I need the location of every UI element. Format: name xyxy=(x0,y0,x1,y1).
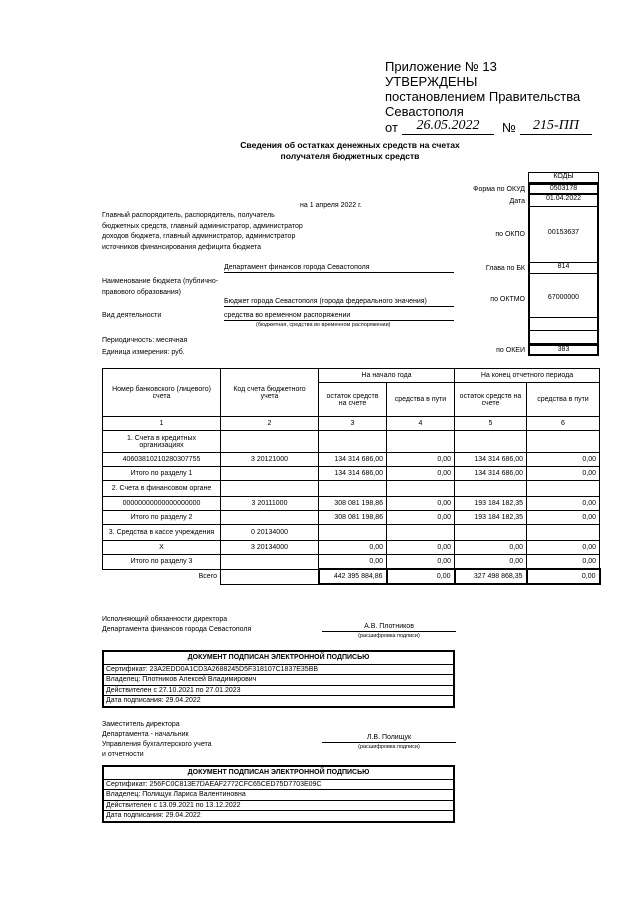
bk-label: Глава по БК xyxy=(485,265,525,272)
col-num-1: 1 xyxy=(103,417,221,431)
table-row xyxy=(103,541,600,555)
balances-table xyxy=(102,368,601,585)
row-balance-end: 0,00 xyxy=(455,555,527,570)
approval-number: 215-ПП xyxy=(520,118,592,135)
periodicity-code xyxy=(528,331,599,344)
group-start: На начало года xyxy=(319,369,455,383)
col-transit-end: средства в пути xyxy=(527,383,600,417)
activity-value: средства во временном распоряжении xyxy=(224,311,454,321)
col-balance-end: остаток средств на счете xyxy=(455,383,527,417)
group-end: На конец отчетного периода xyxy=(455,369,600,383)
row-label: 00000000000000000000 xyxy=(103,497,221,511)
bk-value: 814 xyxy=(528,263,599,274)
esig2-cert: Сертификат: 256FC0C813E7DAEAF2772CFC65CED75D7703E09C xyxy=(106,780,322,788)
row-budget-code xyxy=(221,555,319,570)
row-balance-end: 134 314 686,00 xyxy=(455,467,527,481)
col-num-4: 4 xyxy=(387,417,455,431)
row-budget-code: 3 20111000 xyxy=(221,497,319,511)
approval-line3: постановлением Правительства xyxy=(385,89,581,104)
grbs-label: Главный распорядитель, распорядитель, получатель бюджетных средств, главный администратор, администратор доходов бюджета, главный администратор, администратор источников финансирования дефицита бюджета xyxy=(102,212,303,251)
table-row xyxy=(103,511,600,525)
okei-label: по ОКЕИ xyxy=(496,347,525,354)
row-budget-code xyxy=(221,481,319,497)
row-transit-start: 0,00 xyxy=(387,467,455,481)
esig1-owner: Владелец: Плотников Алексей Владимирович xyxy=(104,674,453,685)
col-budget-code: Код счета бюджетного учета xyxy=(221,369,319,417)
col-num-5: 5 xyxy=(455,417,527,431)
row-balance-start xyxy=(319,525,387,541)
row-label: Итого по разделу 1 xyxy=(103,467,221,481)
table-row xyxy=(103,453,600,467)
row-budget-code: 3 20121000 xyxy=(221,453,319,467)
row-label: 40603810210280307755 xyxy=(103,453,221,467)
row-transit-end: 0,00 xyxy=(527,511,600,525)
signer1-role: Исполняющий обязанности директора Департамента финансов города Севастополя xyxy=(102,616,252,633)
row-budget-code xyxy=(221,467,319,481)
col-account: Номер банковского (лицевого) счета xyxy=(103,369,221,417)
signer2-role: Заместитель директора Департамента - начальник Управления бухгалтерского учета и отчетности xyxy=(102,721,212,758)
codes-header: КОДЫ xyxy=(528,172,599,183)
unit: Единица измерения: руб. xyxy=(102,349,185,356)
activity-code xyxy=(528,318,599,331)
approval-number-prefix: № xyxy=(502,120,516,135)
row-balance-start xyxy=(319,431,387,453)
row-label: 1. Счета в кредитных организациях xyxy=(103,431,221,453)
row-balance-start xyxy=(319,481,387,497)
row-budget-code xyxy=(221,431,319,453)
date-value: 01.04.2022 xyxy=(528,195,599,207)
esig2-valid: Действителен с 13.09.2021 по 13.12.2022 xyxy=(104,800,453,811)
row-transit-start: 0,00 xyxy=(387,569,455,584)
row-transit-start xyxy=(387,525,455,541)
row-label: Итого по разделу 2 xyxy=(103,511,221,525)
row-balance-end xyxy=(455,525,527,541)
row-balance-start: 308 081 198,86 xyxy=(319,497,387,511)
okud-label: Форма по ОКУД xyxy=(473,186,525,193)
row-balance-end: 0,00 xyxy=(455,541,527,555)
activity-hint: (бюджетная, средства во временном распоряжении) xyxy=(256,322,391,328)
row-transit-start xyxy=(387,481,455,497)
row-budget-code: 0 20134000 xyxy=(221,525,319,541)
approval-line2: УТВЕРЖДЕНЫ xyxy=(385,74,478,89)
form-title-line1: Сведения об остатках денежных средств на счетах xyxy=(240,140,460,150)
table-row xyxy=(103,555,600,570)
date-label: Дата xyxy=(509,198,525,205)
row-budget-code xyxy=(221,569,319,584)
table-row xyxy=(103,497,600,511)
row-balance-end: 193 184 182,35 xyxy=(455,497,527,511)
row-transit-start: 0,00 xyxy=(387,497,455,511)
approval-line1: Приложение № 13 xyxy=(385,59,497,74)
approval-date-prefix: от xyxy=(385,120,398,135)
esignature-box-1 xyxy=(102,650,455,708)
okpo-label: по ОКПО xyxy=(495,231,525,238)
row-transit-end: 0,00 xyxy=(527,569,600,584)
row-balance-end: 193 184 182,35 xyxy=(455,511,527,525)
row-transit-end xyxy=(527,525,600,541)
col-num-3: 3 xyxy=(319,417,387,431)
approval-line4: Севастополя xyxy=(385,104,464,119)
row-transit-end: 0,00 xyxy=(527,467,600,481)
esig2-owner: Владелец: Полищук Лариса Валентиновна xyxy=(104,789,453,800)
signer2-name: Л.В. Полищук xyxy=(322,733,456,743)
esig2-date: Дата подписания: 29.04.2022 xyxy=(104,810,453,821)
row-balance-start: 0,00 xyxy=(319,541,387,555)
col-num-2: 2 xyxy=(221,417,319,431)
row-transit-end: 0,00 xyxy=(527,541,600,555)
row-transit-end: 0,00 xyxy=(527,497,600,511)
table-row xyxy=(103,431,600,453)
oktmo-value: 67000000 xyxy=(528,274,599,318)
esig1-date: Дата подписания: 29.04.2022 xyxy=(104,695,453,706)
okpo-value: 00153637 xyxy=(528,207,599,263)
form-title-line2: получателя бюджетных средств xyxy=(280,151,420,161)
row-label: Всего xyxy=(103,569,221,584)
row-label: 3. Средства в кассе учреждения xyxy=(103,525,221,541)
table-row xyxy=(103,467,600,481)
row-balance-end: 327 498 868,35 xyxy=(455,569,527,584)
row-transit-start: 0,00 xyxy=(387,511,455,525)
row-budget-code: 3 20134000 xyxy=(221,541,319,555)
signer1-hint: (расшифровка подписи) xyxy=(358,633,420,639)
signer2-hint: (расшифровка подписи) xyxy=(358,744,420,750)
col-num-6: 6 xyxy=(527,417,600,431)
row-transit-end: 0,00 xyxy=(527,453,600,467)
col-transit-start: средства в пути xyxy=(387,383,455,417)
esig1-cert: Сертификат: 23A2EDD0A1CD3A2688245D5F318107C1837E35BB xyxy=(106,665,319,673)
row-transit-start: 0,00 xyxy=(387,453,455,467)
okud-value: 0503178 xyxy=(528,183,599,195)
table-row xyxy=(103,481,600,497)
okei-value: 383 xyxy=(528,344,599,356)
grbs-value: Департамент финансов города Севастополя xyxy=(224,263,454,273)
budget-label: Наименование бюджета (публично-правового образования) xyxy=(102,278,219,296)
esignature-box-2 xyxy=(102,765,455,823)
row-balance-end xyxy=(455,431,527,453)
table-row xyxy=(103,569,600,584)
periodicity: Периодичность: месячная xyxy=(102,337,188,344)
row-balance-start: 308 081 198,86 xyxy=(319,511,387,525)
row-label: 2. Счета в финансовом органе xyxy=(103,481,221,497)
esig1-title: ДОКУМЕНТ ПОДПИСАН ЭЛЕКТРОННОЙ ПОДПИСЬЮ xyxy=(104,652,453,665)
budget-value: Бюджет города Севастополя (города федерального значения) xyxy=(224,297,454,307)
report-date: на 1 апреля 2022 г. xyxy=(300,202,362,209)
row-label: X xyxy=(103,541,221,555)
esig1-valid: Действителен с 27.10.2021 по 27.01.2023 xyxy=(104,685,453,696)
row-transit-end: 0,00 xyxy=(527,555,600,570)
esig2-title: ДОКУМЕНТ ПОДПИСАН ЭЛЕКТРОННОЙ ПОДПИСЬЮ xyxy=(104,767,453,780)
row-transit-end xyxy=(527,481,600,497)
row-balance-start: 134 314 686,00 xyxy=(319,453,387,467)
col-balance-start: остаток средств на счете xyxy=(319,383,387,417)
row-transit-end xyxy=(527,431,600,453)
row-balance-start: 0,00 xyxy=(319,555,387,570)
activity-label: Вид деятельности xyxy=(102,312,162,319)
oktmo-label: по ОКТМО xyxy=(490,296,525,303)
row-transit-start xyxy=(387,431,455,453)
approval-date: 26.05.2022 xyxy=(402,118,494,135)
row-balance-end: 134 314 686,00 xyxy=(455,453,527,467)
signer1-name: А.В. Плотников xyxy=(322,622,456,632)
row-balance-start: 442 395 884,86 xyxy=(319,569,387,584)
row-transit-start: 0,00 xyxy=(387,541,455,555)
row-label: Итого по разделу 3 xyxy=(103,555,221,570)
row-budget-code xyxy=(221,511,319,525)
row-balance-start: 134 314 686,00 xyxy=(319,467,387,481)
row-balance-end xyxy=(455,481,527,497)
row-transit-start: 0,00 xyxy=(387,555,455,570)
table-row xyxy=(103,525,600,541)
